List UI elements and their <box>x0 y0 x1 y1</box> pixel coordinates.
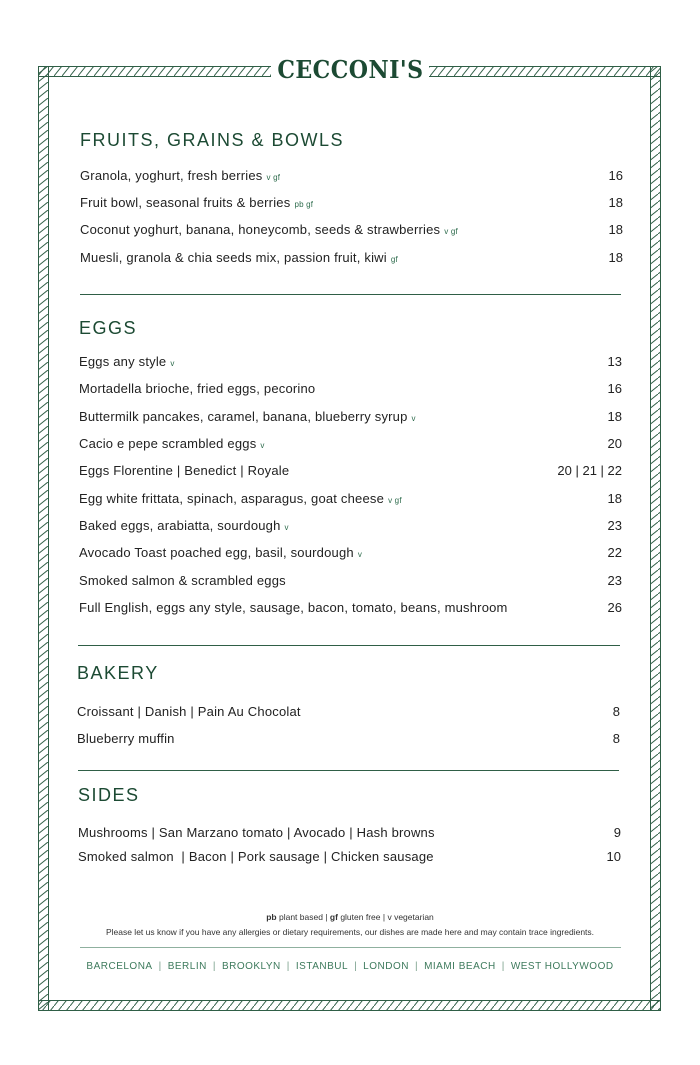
diet-tag: v gf <box>388 495 402 505</box>
item-name: Full English, eggs any style, sausage, bacon, tomato, beans, mushroom <box>79 599 508 615</box>
menu-item <box>80 192 623 212</box>
menu-item <box>79 542 622 562</box>
legend-v-abbr: v <box>387 912 392 922</box>
section-title-sides: SIDES <box>78 785 140 805</box>
item-name: Mushrooms | San Marzano tomato | Avocado | Hash browns <box>78 824 435 840</box>
location-miami-beach: MIAMI BEACH <box>424 961 496 972</box>
item-price: 18 <box>608 221 623 237</box>
item-name: Fruit bowl, seasonal fruits & berries <box>80 194 291 210</box>
item-name: Blueberry muffin <box>77 730 175 746</box>
menu-item <box>79 488 622 508</box>
item-name: Mortadella brioche, fried eggs, pecorino <box>79 380 316 396</box>
item-name: Coconut yoghurt, banana, honeycomb, seeds & strawberries <box>80 221 441 237</box>
item-price: 23 <box>607 517 622 533</box>
item-name: Smoked salmon | Bacon | Pork sausage | Chicken sausage <box>78 848 434 864</box>
diet-tag: pb gf <box>294 199 314 209</box>
item-price: 18 <box>607 490 622 506</box>
item-name: Egg white frittata, spinach, asparagus, goat cheese <box>79 490 385 506</box>
diet-tag: v <box>260 440 265 450</box>
item-price: 16 <box>608 167 623 183</box>
diet-tag: v gf <box>444 226 458 236</box>
diet-tag: v gf <box>266 172 281 182</box>
item-name: Cacio e pepe scrambled eggs <box>79 435 257 451</box>
section-title-eggs: EGGS <box>79 318 138 338</box>
menu-item <box>78 846 621 866</box>
menu-item <box>79 570 622 590</box>
item-name: Baked eggs, arabiatta, sourdough <box>79 517 281 533</box>
item-name: Croissant | Danish | Pain Au Chocolat <box>77 703 301 719</box>
brand-name: CECCONI'S <box>276 54 424 84</box>
menu-item <box>77 701 620 721</box>
location-istanbul: ISTANBUL <box>295 961 349 972</box>
menu-item <box>77 728 620 748</box>
logo <box>271 54 429 84</box>
item-price: 10 <box>606 848 621 864</box>
section-title-fruits: FRUITS, GRAINS & BOWLS <box>80 130 345 150</box>
legend-gf-abbr: gf <box>329 912 338 922</box>
item-price: 18 <box>608 249 623 265</box>
menu-item <box>79 597 622 617</box>
location-london: LONDON <box>363 961 409 972</box>
item-price: 8 <box>612 730 620 746</box>
item-price: 18 <box>607 408 622 424</box>
diet-legend: pb plant based | gf gluten free | v vegetarian <box>266 912 434 922</box>
diet-tag: v <box>411 413 416 423</box>
location-berlin: BERLIN <box>167 961 207 972</box>
item-price: 9 <box>613 824 621 840</box>
menu-item <box>79 406 622 426</box>
item-price: 8 <box>612 703 620 719</box>
item-name: Muesli, granola & chia seeds mix, passion fruit, kiwi <box>80 249 387 265</box>
location-west-hollywood: WEST HOLLYWOOD <box>510 961 614 972</box>
diet-tag: v <box>357 549 363 559</box>
location-barcelona: BARCELONA <box>86 961 153 972</box>
legend-pb-abbr: pb <box>266 912 277 922</box>
item-name: Avocado Toast poached egg, basil, sourdough <box>79 544 354 560</box>
diet-tag: gf <box>390 254 398 264</box>
menu-item <box>79 433 622 453</box>
item-price: 16 <box>607 380 622 396</box>
item-price: 20 | 21 | 22 <box>557 462 622 478</box>
footer-divider <box>80 947 621 948</box>
diet-tag: v <box>284 522 289 532</box>
menu-item <box>80 247 623 267</box>
menu-item <box>79 515 622 535</box>
menu-item <box>79 460 622 480</box>
section-divider <box>78 770 619 771</box>
menu-item <box>79 351 622 371</box>
menu-item <box>80 219 623 239</box>
item-price: 18 <box>608 194 623 210</box>
item-name: Buttermilk pancakes, caramel, banana, blueberry syrup <box>79 408 408 424</box>
item-price: 23 <box>607 572 622 588</box>
legend-pb-text: plant based <box>278 912 323 922</box>
legend-v-text: vegetarian <box>394 912 434 922</box>
item-name: Granola, yoghurt, fresh berries <box>80 167 263 183</box>
location-brooklyn: BROOKLYN <box>221 961 281 972</box>
menu-item <box>78 822 621 842</box>
item-name: Eggs any style <box>79 353 167 369</box>
menu-item <box>80 165 623 185</box>
diet-tag: v <box>170 358 175 368</box>
item-price: 26 <box>607 599 622 615</box>
menu-item <box>79 378 622 398</box>
item-price: 22 <box>607 544 622 560</box>
item-name: Smoked salmon & scrambled eggs <box>79 572 286 588</box>
item-name: Eggs Florentine | Benedict | Royale <box>79 462 290 478</box>
item-price: 20 <box>607 435 622 451</box>
section-title-bakery: BAKERY <box>77 663 159 683</box>
legend-gf-text: gluten free <box>340 912 381 922</box>
item-price: 13 <box>607 353 622 369</box>
allergy-note: Please let us know if you have any allergies or dietary requirements, our dishes are made here and may contain trace ingredients. <box>105 927 595 937</box>
section-divider <box>78 645 620 646</box>
locations-list: BARCELONA | BERLIN | BROOKLYN | ISTANBUL | LONDON | MIAMI BEACH | WEST HOLLYWOOD <box>86 961 614 972</box>
section-divider <box>80 294 621 295</box>
